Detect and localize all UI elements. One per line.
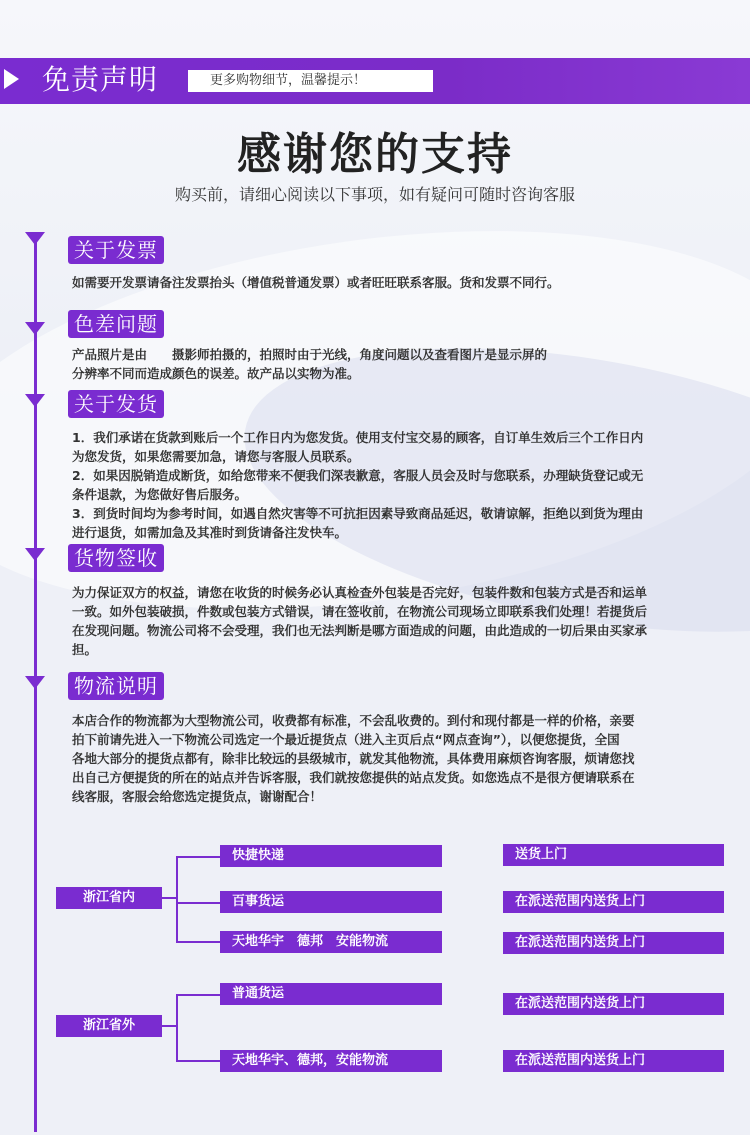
carrier-bar: 快捷快递 (220, 845, 442, 867)
page-title: 感谢您的支持 (237, 129, 513, 180)
carrier-bar: 天地华宇 德邦 安能物流 (220, 931, 442, 953)
banner-title: 免责声明 (42, 63, 159, 96)
section-line: 出自己方便提货的所在的站点并告诉客服，我们就按您提供的站点发货。如您选点不是很方便请联系在 (72, 770, 635, 785)
section-line: 本店合作的物流都为大型物流公司，收费都有标准，不会乱收费的。到付和现付都是一样的价格，亲要 (72, 713, 635, 728)
timeline-marker-icon (25, 394, 45, 407)
section-line: 2．如果因脱销造成断货，如给您带来不便我们深表歉意，客服人员会及时与您联系，办理缺货登记或无 (72, 468, 644, 483)
section-text-invoice (72, 273, 732, 292)
section-label-color: 色差问题 (68, 310, 164, 338)
disclaimer-banner (0, 58, 750, 104)
section-line: 分辨率不同而造成颜色的误差。故产品以实物为准。 (72, 366, 360, 381)
section-line: 担。 (72, 642, 98, 657)
carrier-bar: 百事货运 (220, 891, 442, 913)
connector-line (176, 1060, 220, 1062)
carrier-bar: 天地华宇、德邦，安能物流 (220, 1050, 442, 1072)
service-bar: 在派送范围内送货上门 (503, 1050, 724, 1072)
region-inside: 浙江省内 (56, 887, 162, 909)
section-line: 1．我们承诺在货款到账后一个工作日内为您发货。使用支付宝交易的顾客，自订单生效后三个工作日内 (72, 430, 644, 445)
section-label-shipping: 关于发货 (68, 390, 164, 418)
section-text-receipt (72, 583, 732, 659)
timeline-marker-icon (25, 232, 45, 245)
timeline-marker-icon (25, 676, 45, 689)
section-line: 一致。如外包装破损，件数或包装方式错误，请在签收前，在物流公司现场立即联系我们处理！若提货后 (72, 604, 648, 619)
service-bar: 在派送范围内送货上门 (503, 891, 724, 913)
timeline-marker-icon (25, 322, 45, 335)
section-line: 线客服，客服会给您选定提货点，谢谢配合！ (72, 789, 323, 804)
section-text-shipping (72, 428, 732, 542)
connector-line (176, 941, 220, 943)
section-label-invoice: 关于发票 (68, 236, 164, 264)
section-line: 条件退款，为您做好售后服务。 (72, 487, 248, 502)
connector-line (176, 902, 220, 904)
section-line: 为力保证双方的权益，请您在收货的时候务必认真检查外包装是否完好，包装件数和包装方式是否和运单 (72, 585, 648, 600)
section-line: 产品照片是由 摄影师拍摄的，拍照时由于光线，角度问题以及查看图片是显示屏的 (72, 347, 548, 362)
service-bar: 在派送范围内送货上门 (503, 932, 724, 954)
section-text-logistics (72, 711, 732, 806)
section-label-receipt: 货物签收 (68, 544, 164, 572)
section-line: 各地大部分的提货点都有，除非比较远的县级城市，就发其他物流，具体费用麻烦咨询客服，烦请您找 (72, 751, 635, 766)
section-line: 进行退货，如需加急及其准时到货请备注发快车。 (72, 525, 348, 540)
section-line: 为您发货，如果您需要加急，请您与客服人员联系。 (72, 449, 360, 464)
region-outside: 浙江省外 (56, 1015, 162, 1037)
arrow-right-icon (4, 69, 19, 89)
service-bar: 在派送范围内送货上门 (503, 993, 724, 1015)
banner-subtitle: 更多购物细节，温馨提示！ (188, 70, 433, 92)
section-text-color (72, 345, 732, 383)
service-bar: 送货上门 (503, 844, 724, 866)
page-subtitle: 购买前，请细心阅读以下事项，如有疑问可随时咨询客服 (174, 185, 575, 204)
connector-line (176, 994, 220, 996)
section-line: 拍下前请先进入一下物流公司选定一个最近提货点（进入主页后点“网点查询”），以便您提货，全国 (72, 732, 620, 747)
connector-line (176, 856, 178, 942)
section-label-logistics: 物流说明 (68, 672, 164, 700)
section-line: 3．到货时间均为参考时间，如遇自然灾害等不可抗拒因素导致商品延迟，敬请谅解，拒绝以到货为理由 (72, 506, 644, 521)
carrier-bar: 普通货运 (220, 983, 442, 1005)
section-line: 如需要开发票请备注发票抬头（增值税普通发票）或者旺旺联系客服。货和发票不同行。 (72, 275, 560, 290)
connector-line (176, 994, 178, 1062)
timeline-marker-icon (25, 548, 45, 561)
connector-line (162, 1025, 176, 1027)
connector-line (176, 856, 220, 858)
section-line: 在发现问题。物流公司将不会受理，我们也无法判断是哪方面造成的问题，由此造成的一切后果由买家承 (72, 623, 648, 638)
connector-line (162, 897, 176, 899)
